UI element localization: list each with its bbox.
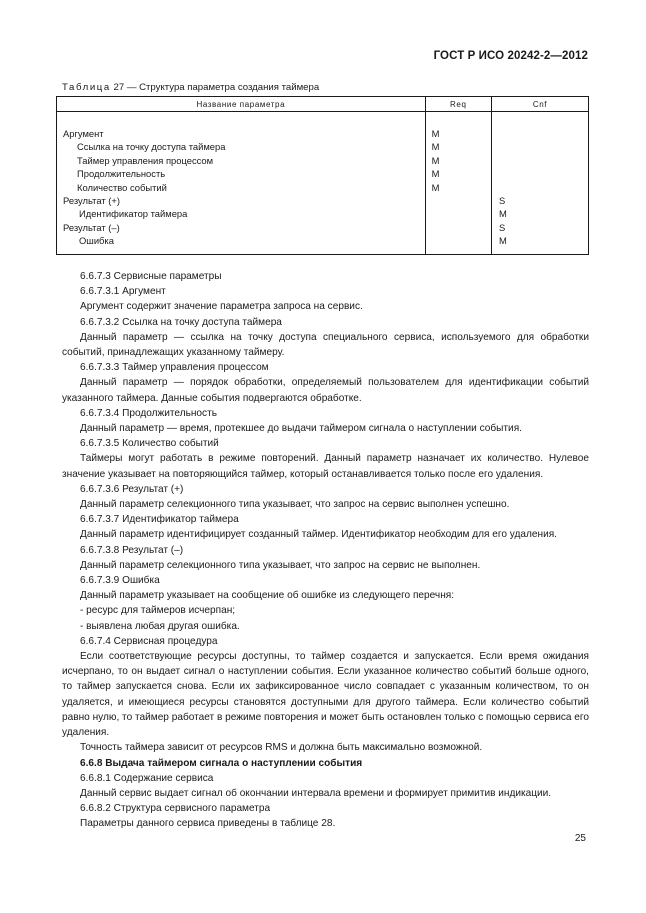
body-paragraph: 6.6.7.3.3 Таймер управления процессом [80, 362, 269, 374]
cnf-cell: S [498, 221, 506, 233]
cnf-cell [492, 127, 588, 140]
body-paragraph: 6.6.7.3.4 Продолжительность [80, 407, 217, 419]
cnf-column [491, 112, 588, 255]
column-header-cnf: Cnf [491, 97, 588, 112]
body-paragraph: Параметры данного сервиса приведены в таблице 28. [80, 818, 336, 830]
body-paragraph: 6.6.7.3.2 Ссылка на точку доступа таймера [80, 316, 282, 328]
req-cell [426, 221, 491, 234]
parameter-name-cell: Идентификатор таймера [79, 208, 188, 220]
body-paragraph: 6.6.7.3.6 Результат (+) [80, 483, 184, 495]
cnf-cell [492, 167, 588, 180]
body-paragraph: 6.6.7.3.5 Количество событий [80, 438, 219, 450]
cnf-cell [492, 140, 588, 153]
body-paragraph: Данный параметр селекционного типа указывает, что запрос на сервис не выполнен. [80, 559, 481, 571]
body-paragraph: Аргумент содержит значение параметра запроса на сервис. [80, 301, 363, 313]
body-paragraph: 6.6.7.3.9 Ошибка [80, 575, 160, 587]
req-cell: M [431, 154, 440, 166]
body-paragraph: Данный параметр — порядок обработки, определяемый пользователем для идентификации событий указанного таймера. Данные события подвергаются обработке. [62, 377, 589, 404]
column-header-req: Req [425, 97, 491, 112]
table-caption-number: 27 [110, 82, 125, 93]
body-paragraph: Данный параметр идентифицирует созданный таймер. Идентификатор необходим для его удаления. [80, 529, 557, 541]
table-caption-title: — Структура параметра создания таймера [124, 82, 320, 93]
body-paragraph: Данный параметр указывает на сообщение об ошибке из следующего перечня: [80, 590, 455, 602]
body-paragraph: Если соответствующие ресурсы доступны, то таймер создается и запускается. Если время ожидания исчерпано, то он выдает сигнал о наступлении события. Если указанное количество событий больше одного, то таймер запускается снова. Если их зафиксированное число совпадает с указанным количеством, то он удаляется, и имеющиеся ресурсы становятся доступными для другого таймера. Если количество событий равно нулю, то таймер работает в режиме повторения и может быть остановлен только с помощью сервиса его удаления. [62, 651, 589, 739]
parameter-name-cell: Результат (+) [63, 194, 120, 206]
req-cell [426, 207, 491, 220]
req-cell: M [431, 181, 440, 193]
table-header-row [57, 97, 589, 112]
parameter-name-cell: Аргумент [63, 128, 104, 139]
parameter-name-cell: Таймер управления процессом [77, 154, 214, 166]
body-paragraph: Данный параметр селекционного типа указывает, что запрос на сервис выполнен успешно. [80, 499, 510, 511]
cnf-cell: S [498, 194, 506, 206]
body-paragraph: 6.6.7.4 Сервисная процедура [80, 635, 218, 647]
body-paragraph: Данный параметр — время, протекшее до выдачи таймером сигнала о наступлении события. [80, 423, 522, 435]
body-paragraph: - ресурс для таймеров исчерпан; [80, 605, 236, 617]
parameter-name-cell: Результат (–) [63, 221, 120, 233]
body-paragraph: 6.6.8.2 Структура сервисного параметра [80, 803, 271, 815]
parameter-name-cell: Количество событий [77, 181, 167, 193]
req-column [425, 112, 491, 255]
column-header-name: Название параметра [57, 97, 426, 112]
section-heading: 6.6.8 Выдача таймером сигнала о наступлении события [80, 757, 363, 769]
req-cell [426, 194, 491, 207]
req-cell: M [431, 141, 440, 153]
parameter-name-cell: Ошибка [79, 235, 114, 247]
body-paragraph: Данный сервис выдает сигнал об окончании интервала времени и формирует примитив индикации. [80, 787, 552, 799]
table-caption [62, 82, 319, 93]
cnf-cell [492, 181, 588, 194]
parameter-name-cell: Ссылка на точку доступа таймера [77, 141, 226, 153]
req-cell [426, 234, 491, 247]
body-text [62, 269, 589, 832]
cnf-cell: M [498, 208, 507, 220]
page-header: ГОСТ Р ИСО 20242-2—2012 [433, 50, 588, 62]
req-cell: M [431, 168, 440, 180]
parameter-name-cell: Продолжительность [77, 168, 166, 180]
parameter-table [56, 96, 589, 255]
page-number: 25 [574, 833, 586, 844]
table-caption-label: Таблица [62, 82, 111, 93]
req-cell: M [431, 128, 440, 139]
table-body-row [57, 112, 589, 255]
body-paragraph: Точность таймера зависит от ресурсов RMS и должна быть максимально возможной. [80, 742, 483, 754]
body-paragraph: 6.6.7.3 Сервисные параметры [80, 271, 222, 282]
name-column [57, 112, 426, 255]
cnf-cell [492, 154, 588, 167]
body-paragraph: - выявлена любая другая ошибка. [80, 620, 240, 632]
body-paragraph: Таймеры могут работать в режиме повторений. Данный параметр назначает их количество. Нулевое значение указывает на повторяющийся таймер, который останавливается только после его удаления. [62, 453, 589, 480]
body-paragraph: 6.6.8.1 Содержание сервиса [80, 772, 214, 784]
body-paragraph: 6.6.7.3.7 Идентификатор таймера [80, 514, 239, 526]
body-paragraph: 6.6.7.3.8 Результат (–) [80, 544, 184, 556]
body-paragraph: 6.6.7.3.1 Аргумент [80, 286, 166, 298]
body-paragraph: Данный параметр — ссылка на точку доступа специального сервиса, используемого для обработки событий, принадлежащих указанному таймеру. [62, 331, 589, 359]
cnf-cell: M [498, 235, 507, 247]
